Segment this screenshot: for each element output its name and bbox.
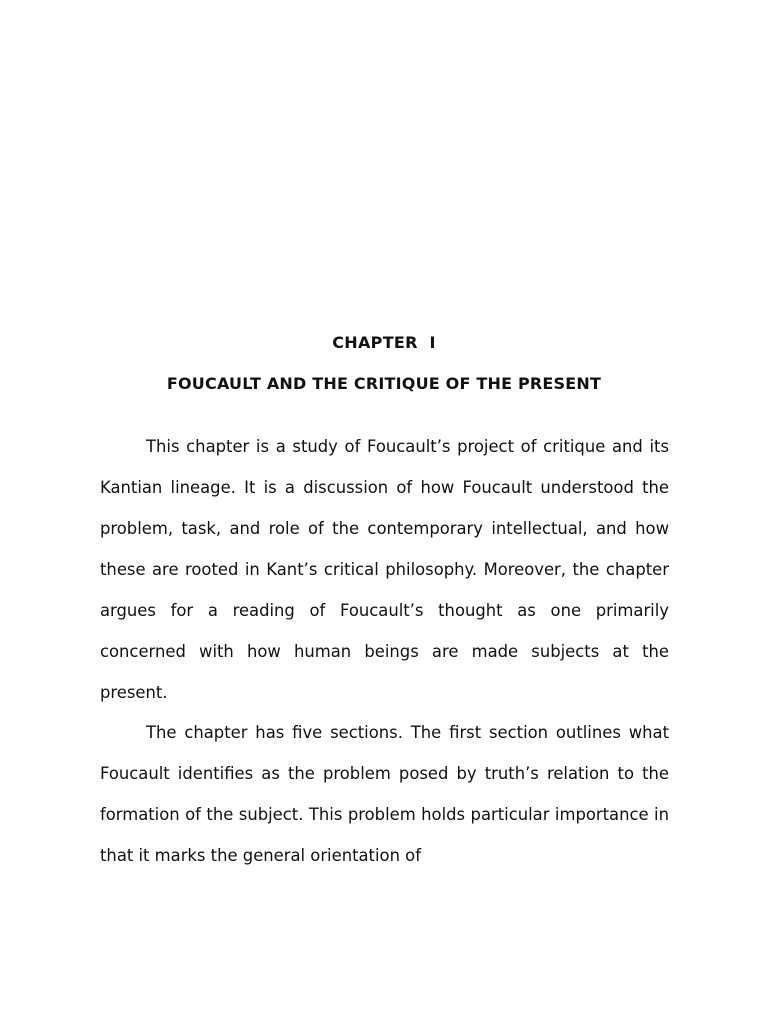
body-paragraph: The chapter has five sections. The first section outlines what Foucault identifies as the problem posed by truth’s relation to the formation of the subject. This problem holds particular importance in that it marks the general orientation of [100, 723, 669, 865]
body-paragraph: This chapter is a study of Foucault’s project of critique and its Kantian lineage. It is a discussion of how Foucault understood the problem, task, and role of the contemporary intellectual, and how these are rooted in Kant’s critical philosophy. Moreover, the chapter argues for a reading of Foucault’s thought as one primarily concerned with how human beings are made subjects at the present. [100, 437, 669, 702]
body-paragraph-1-container [100, 426, 669, 713]
chapter-title: FOUCAULT AND THE CRITIQUE OF THE PRESENT [166, 374, 602, 393]
chapter-label: CHAPTER I [332, 333, 436, 352]
body-paragraph-2-container [100, 712, 669, 876]
